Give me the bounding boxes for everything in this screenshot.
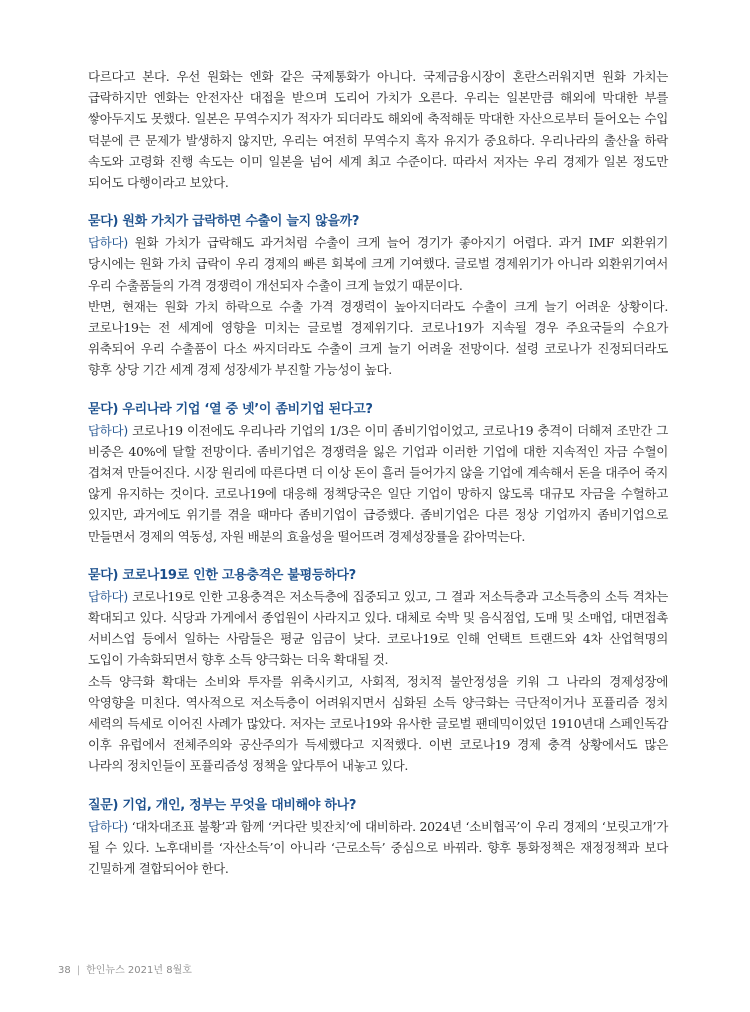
answer-paragraph [88, 816, 668, 880]
answer-paragraph [88, 232, 668, 296]
page-number: 38 [58, 965, 71, 976]
answer-label: 답하다) [88, 422, 128, 438]
intro-paragraph: 다르다고 본다. 우선 원화는 엔화 같은 국제통화가 아니다. 국제금융시장이 혼란스러워지면 원화 가치는 급락하지만 엔화는 안전자산 대접을 받으며 도리어 가치가 오른다. 우리는 일본만큼 해외에 막대한 부를 쌓아두지도 못했다. 일본은 무역수지가 적자가 되더라도 해외에 축적해둔 막대한 자산으로부터 들어오는 수입 덕분에 큰 문제가 발생하지 않지만, 우리는 여전히 무역수지 흑자 유지가 중요하다. 우리나라의 출산율 하락 속도와 고령화 진행 속도는 이미 일본을 넘어 세계 최고 수준이다. 따라서 저자는 우리 경제가 일본 정도만 되어도 다행이라고 보았다. [88, 69, 668, 191]
article-body [88, 66, 668, 879]
answer-text: 원화 가치가 급락해도 과거처럼 수출이 크게 늘어 경기가 좋아지기 어렵다. 과거 IMF 외환위기 당시에는 원화 가치 급락이 우리 경제의 빠른 회복에 크게 기여했다. 글로벌 경제위기가 아니라 외환위기여서 우리 수출품들의 가격 경쟁력이 개선되자 수출이 크게 늘었기 때문이다. [88, 235, 668, 293]
answer-paragraph: 반면, 현재는 원화 가치 하락으로 수출 가격 경쟁력이 높아지더라도 수출이 크게 늘기 어려운 상황이다. 코로나19는 전 세계에 영향을 미치는 글로벌 경제위기다. 코로나19가 지속될 경우 주요국들의 수요가 위축되어 우리 수출품이 다소 싸지더라도 수출이 크게 늘기 어려울 전망이다. 설령 코로나가 진정되더라도 향후 상당 기간 세계 경제 성장세가 부진할 가능성이 높다. [88, 298, 668, 378]
answer-text: 코로나19 이전에도 우리나라 기업의 1/3은 이미 좀비기업이었고, 코로나19 충격이 더해져 조만간 그 비중은 40%에 달할 전망이다. 좀비기업은 경쟁력을 잃은 기업과 이러한 기업에 대한 지속적인 자금 수혈이 겹쳐져 만들어진다. 시장 원리에 따른다면 더 이상 돈이 흘러 들어가지 않을 기업에 계속해서 돈을 대주어 죽지 않게 유지하는 것이다. 코로나19에 대응해 정책당국은 일단 기업이 망하지 않도록 대규모 자금을 수혈하고 있지만, 과거에도 위기를 겪을 때마다 좀비기업이 급증했다. 좀비기업은 다른 정상 기업까지 좀비기업으로 만들면서 경제의 역동성, 자원 배분의 효율성을 떨어뜨려 경제성장률을 갉아먹는다. [88, 422, 668, 544]
publication-name: 한인뉴스 2021년 8월호 [86, 965, 192, 976]
question-heading: 묻다) 코로나19로 인한 고용충격은 불평등하다? [88, 567, 356, 583]
question-heading: 질문) 기업, 개인, 정부는 무엇을 대비해야 하나? [88, 797, 357, 813]
question-heading: 묻다) 우리나라 기업 ‘열 중 넷’이 좀비기업 된다고? [88, 401, 373, 417]
qa-section [88, 211, 668, 380]
qa-section [88, 565, 668, 777]
answer-text: ‘대차대조표 불황’과 함께 ‘커다란 빚잔치’에 대비하라. 2024년 ‘소비협곡’이 우리 경제의 ‘보릿고개’가 될 수 있다. 노후대비를 ‘자산소득’이 아니라 ‘근로소득’ 중심으로 바꿔라. 향후 통화정책은 재정정책과 보다 긴밀하게 결합되어야 한다. [88, 818, 668, 877]
answer-paragraph [88, 586, 668, 671]
answer-label: 답하다) [88, 588, 128, 604]
answer-label: 답하다) [88, 235, 128, 251]
qa-section [88, 399, 668, 547]
qa-section [88, 795, 668, 880]
question-heading: 묻다) 원화 가치가 급락하면 수출이 늘지 않을까? [88, 214, 360, 230]
answer-paragraph [88, 420, 668, 547]
answer-text: 코로나19로 인한 고용충격은 저소득층에 집중되고 있고, 그 결과 저소득층과 고소득층의 소득 격차는 확대되고 있다. 식당과 가게에서 종업원이 사라지고 있다. 대체로 숙박 및 음식점업, 도매 및 소매업, 대면접촉 서비스업 등에서 일하는 사람들은 평균 임금이 낮다. 코로나19로 인해 언택트 트랜드와 4차 산업혁명의 도입이 가속화되면서 향후 소득 양극화는 더욱 확대될 것. [88, 588, 668, 668]
footer-separator: | [76, 965, 81, 976]
page-footer [58, 961, 192, 976]
answer-label: 답하다) [88, 818, 128, 834]
answer-paragraph: 소득 양극화 확대는 소비와 투자를 위축시키고, 사회적, 정치적 불안정성을 키워 그 나라의 경제성장에 악영향을 미친다. 역사적으로 저소득층이 어려워지면서 심화된 소득 양극화는 극단적이거나 포퓰리즘 정치 세력의 득세로 이어진 사례가 많았다. 저자는 코로나19와 유사한 글로벌 팬데믹이었던 1910년대 스페인독감 이후 유럽에서 전체주의와 공산주의가 득세했다고 지적했다. 이번 코로나19 경제 충격 상황에서도 많은 나라의 정치인들이 포퓰리즘성 정책을 앞다투어 내놓고 있다. [88, 673, 668, 774]
